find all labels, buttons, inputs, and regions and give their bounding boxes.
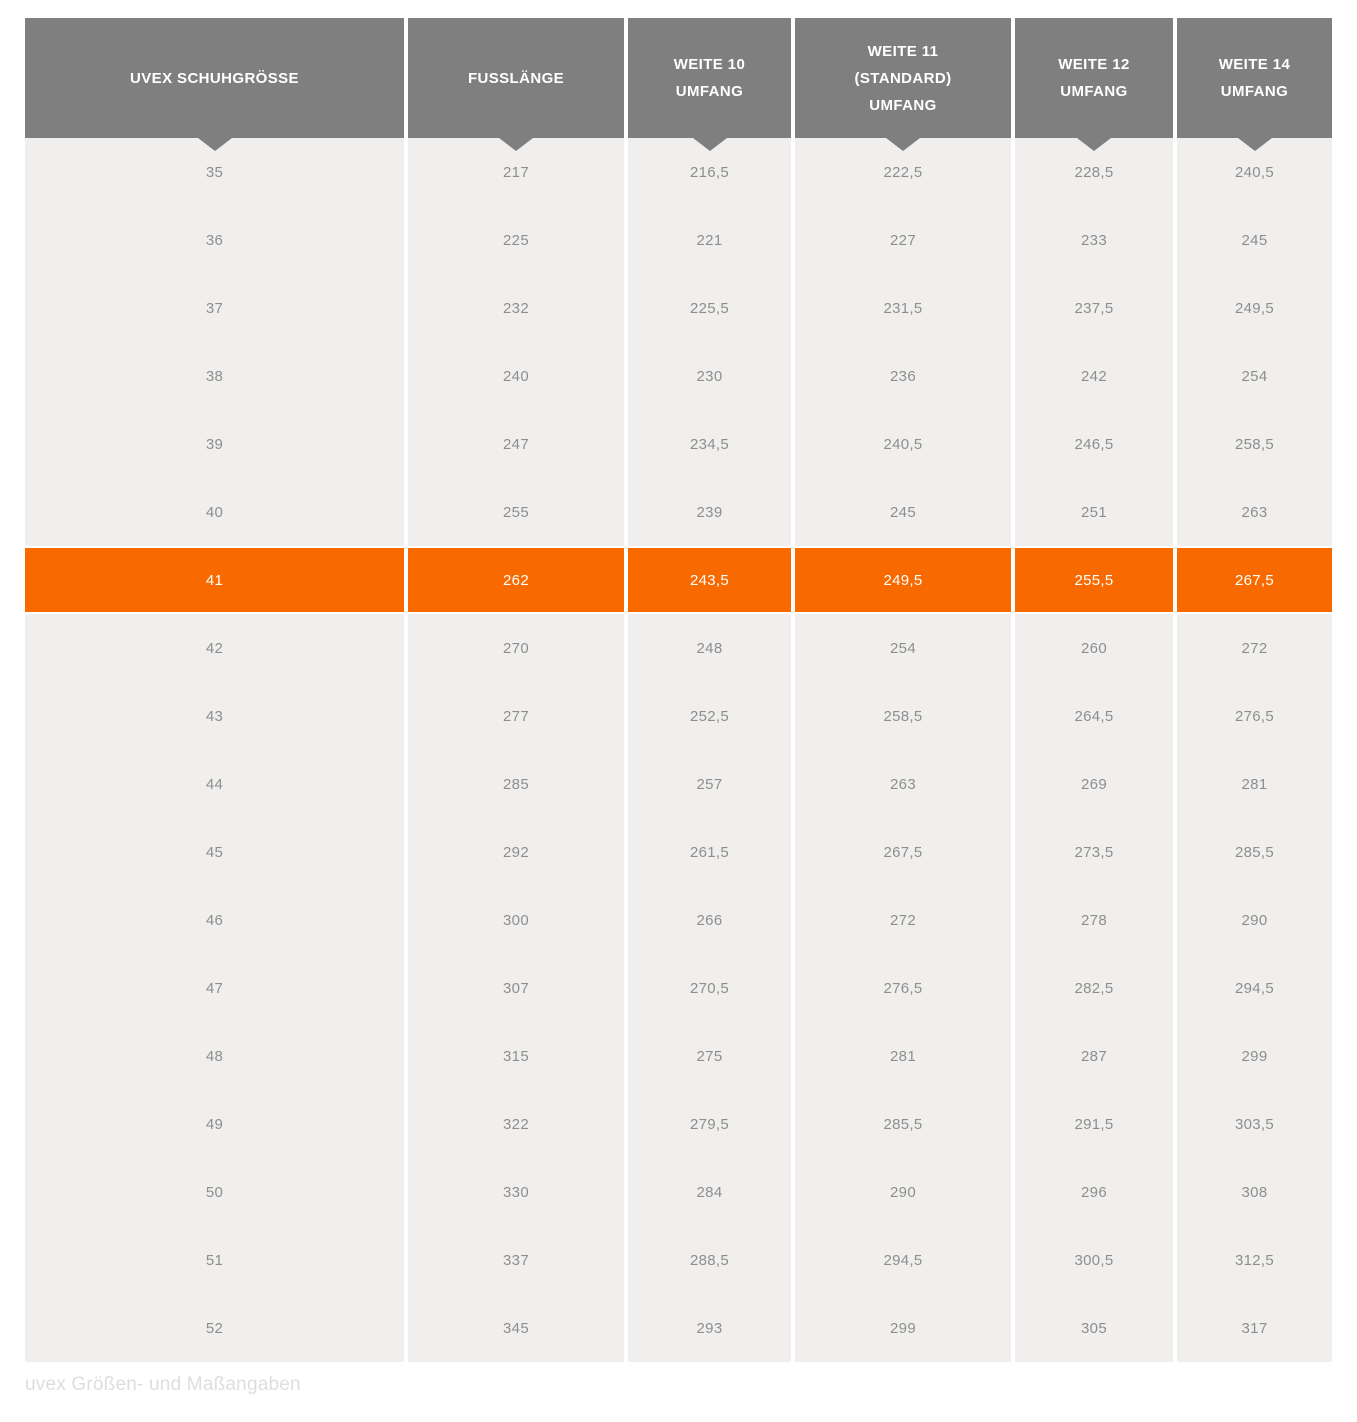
value-cell: 267,5 bbox=[1177, 546, 1332, 614]
value-cell: 255 bbox=[408, 478, 624, 546]
table-row[interactable] bbox=[25, 1226, 1332, 1294]
header-label-line: (STANDARD) bbox=[854, 69, 952, 87]
value-cell: 273,5 bbox=[1015, 818, 1173, 886]
value-cell: 246,5 bbox=[1015, 410, 1173, 478]
table-caption: uvex Größen- und Maßangaben bbox=[25, 1374, 301, 1395]
value-cell: 249,5 bbox=[795, 546, 1011, 614]
value-cell: 239 bbox=[628, 478, 791, 546]
value-cell: 233 bbox=[1015, 206, 1173, 274]
value-cell: 260 bbox=[1015, 614, 1173, 682]
table-row[interactable] bbox=[25, 614, 1332, 682]
value-cell: 247 bbox=[408, 410, 624, 478]
value-cell: 315 bbox=[408, 1022, 624, 1090]
value-cell: 291,5 bbox=[1015, 1090, 1173, 1158]
value-cell: 337 bbox=[408, 1226, 624, 1294]
value-cell: 237,5 bbox=[1015, 274, 1173, 342]
value-cell: 277 bbox=[408, 682, 624, 750]
value-cell: 279,5 bbox=[628, 1090, 791, 1158]
header-pointer-down-icon bbox=[693, 138, 727, 151]
value-cell: 257 bbox=[628, 750, 791, 818]
value-cell: 217 bbox=[408, 138, 624, 206]
value-cell: 221 bbox=[628, 206, 791, 274]
size-cell: 37 bbox=[25, 274, 404, 342]
value-cell: 281 bbox=[795, 1022, 1011, 1090]
value-cell: 278 bbox=[1015, 886, 1173, 954]
table-row-selected[interactable] bbox=[25, 546, 1332, 614]
header-label-line: UMFANG bbox=[675, 83, 744, 100]
value-cell: 258,5 bbox=[795, 682, 1011, 750]
size-cell: 45 bbox=[25, 818, 404, 886]
table-row[interactable] bbox=[25, 274, 1332, 342]
size-cell: 49 bbox=[25, 1090, 404, 1158]
value-cell: 275 bbox=[628, 1022, 791, 1090]
value-cell: 287 bbox=[1015, 1022, 1173, 1090]
table-header-cell-schuhgroesse bbox=[25, 18, 404, 138]
value-cell: 216,5 bbox=[628, 138, 791, 206]
table-row[interactable] bbox=[25, 1158, 1332, 1226]
value-cell: 284 bbox=[628, 1158, 791, 1226]
value-cell: 285,5 bbox=[1177, 818, 1332, 886]
table-row[interactable] bbox=[25, 410, 1332, 478]
table-header-cell-weite-11 bbox=[795, 18, 1011, 138]
value-cell: 242 bbox=[1015, 342, 1173, 410]
value-cell: 225,5 bbox=[628, 274, 791, 342]
value-cell: 243,5 bbox=[628, 546, 791, 614]
size-cell: 52 bbox=[25, 1294, 404, 1362]
value-cell: 270 bbox=[408, 614, 624, 682]
size-cell: 50 bbox=[25, 1158, 404, 1226]
size-chart-table bbox=[25, 18, 1332, 1362]
value-cell: 255,5 bbox=[1015, 546, 1173, 614]
table-header-row bbox=[25, 18, 1332, 138]
size-cell: 35 bbox=[25, 138, 404, 206]
value-cell: 258,5 bbox=[1177, 410, 1332, 478]
value-cell: 245 bbox=[1177, 206, 1332, 274]
header-label-line: WEITE 12 bbox=[1058, 56, 1130, 73]
value-cell: 276,5 bbox=[1177, 682, 1332, 750]
header-label-line: UMFANG bbox=[1060, 83, 1128, 100]
value-cell: 272 bbox=[1177, 614, 1332, 682]
value-cell: 290 bbox=[795, 1158, 1011, 1226]
value-cell: 300,5 bbox=[1015, 1226, 1173, 1294]
header-label-line: UVEX SCHUHGRÖSSE bbox=[130, 69, 299, 87]
value-cell: 263 bbox=[795, 750, 1011, 818]
value-cell: 254 bbox=[1177, 342, 1332, 410]
table-header-cell-weite-10 bbox=[628, 18, 791, 138]
value-cell: 292 bbox=[408, 818, 624, 886]
value-cell: 240 bbox=[408, 342, 624, 410]
table-row[interactable] bbox=[25, 478, 1332, 546]
value-cell: 300 bbox=[408, 886, 624, 954]
value-cell: 299 bbox=[795, 1294, 1011, 1362]
value-cell: 288,5 bbox=[628, 1226, 791, 1294]
header-pointer-down-icon bbox=[198, 138, 232, 151]
value-cell: 236 bbox=[795, 342, 1011, 410]
value-cell: 263 bbox=[1177, 478, 1332, 546]
size-cell: 44 bbox=[25, 750, 404, 818]
value-cell: 312,5 bbox=[1177, 1226, 1332, 1294]
size-cell: 42 bbox=[25, 614, 404, 682]
value-cell: 308 bbox=[1177, 1158, 1332, 1226]
header-pointer-down-icon bbox=[499, 138, 533, 151]
size-cell: 51 bbox=[25, 1226, 404, 1294]
header-label-line: UMFANG bbox=[869, 96, 937, 114]
size-cell: 38 bbox=[25, 342, 404, 410]
value-cell: 281 bbox=[1177, 750, 1332, 818]
value-cell: 262 bbox=[408, 546, 624, 614]
value-cell: 240,5 bbox=[795, 410, 1011, 478]
table-row[interactable] bbox=[25, 1090, 1332, 1158]
value-cell: 317 bbox=[1177, 1294, 1332, 1362]
value-cell: 230 bbox=[628, 342, 791, 410]
value-cell: 285 bbox=[408, 750, 624, 818]
value-cell: 249,5 bbox=[1177, 274, 1332, 342]
table-header-cell-weite-14 bbox=[1177, 18, 1332, 138]
value-cell: 252,5 bbox=[628, 682, 791, 750]
value-cell: 245 bbox=[795, 478, 1011, 546]
table-header-cell-weite-12 bbox=[1015, 18, 1173, 138]
value-cell: 299 bbox=[1177, 1022, 1332, 1090]
value-cell: 294,5 bbox=[1177, 954, 1332, 1022]
value-cell: 222,5 bbox=[795, 138, 1011, 206]
value-cell: 290 bbox=[1177, 886, 1332, 954]
table-row[interactable] bbox=[25, 750, 1332, 818]
table-header-cell-fusslaenge bbox=[408, 18, 624, 138]
size-cell: 36 bbox=[25, 206, 404, 274]
table-row[interactable] bbox=[25, 1022, 1332, 1090]
value-cell: 240,5 bbox=[1177, 138, 1332, 206]
table-body bbox=[25, 138, 1332, 1362]
table-row[interactable] bbox=[25, 206, 1332, 274]
value-cell: 305 bbox=[1015, 1294, 1173, 1362]
table-row[interactable] bbox=[25, 818, 1332, 886]
table-row[interactable] bbox=[25, 954, 1332, 1022]
value-cell: 285,5 bbox=[795, 1090, 1011, 1158]
header-label-line: WEITE 11 bbox=[867, 42, 939, 60]
size-cell: 48 bbox=[25, 1022, 404, 1090]
value-cell: 254 bbox=[795, 614, 1011, 682]
value-cell: 264,5 bbox=[1015, 682, 1173, 750]
value-cell: 307 bbox=[408, 954, 624, 1022]
value-cell: 228,5 bbox=[1015, 138, 1173, 206]
table-row[interactable] bbox=[25, 682, 1332, 750]
value-cell: 225 bbox=[408, 206, 624, 274]
size-cell: 46 bbox=[25, 886, 404, 954]
value-cell: 330 bbox=[408, 1158, 624, 1226]
header-pointer-down-icon bbox=[1077, 138, 1111, 151]
value-cell: 227 bbox=[795, 206, 1011, 274]
value-cell: 234,5 bbox=[628, 410, 791, 478]
value-cell: 269 bbox=[1015, 750, 1173, 818]
size-cell: 47 bbox=[25, 954, 404, 1022]
value-cell: 294,5 bbox=[795, 1226, 1011, 1294]
value-cell: 232 bbox=[408, 274, 624, 342]
table-row[interactable] bbox=[25, 1294, 1332, 1362]
value-cell: 272 bbox=[795, 886, 1011, 954]
value-cell: 266 bbox=[628, 886, 791, 954]
header-label-line: FUSSLÄNGE bbox=[467, 69, 565, 87]
size-cell: 40 bbox=[25, 478, 404, 546]
header-label-line: WEITE 10 bbox=[673, 56, 746, 73]
header-pointer-down-icon bbox=[886, 138, 920, 151]
header-label-line: WEITE 14 bbox=[1218, 56, 1291, 73]
value-cell: 293 bbox=[628, 1294, 791, 1362]
size-cell: 43 bbox=[25, 682, 404, 750]
value-cell: 251 bbox=[1015, 478, 1173, 546]
table-row[interactable] bbox=[25, 342, 1332, 410]
value-cell: 276,5 bbox=[795, 954, 1011, 1022]
size-cell: 39 bbox=[25, 410, 404, 478]
size-cell: 41 bbox=[25, 546, 404, 614]
value-cell: 248 bbox=[628, 614, 791, 682]
header-label-line: UMFANG bbox=[1220, 83, 1289, 100]
value-cell: 303,5 bbox=[1177, 1090, 1332, 1158]
value-cell: 322 bbox=[408, 1090, 624, 1158]
header-pointer-down-icon bbox=[1238, 138, 1272, 151]
value-cell: 345 bbox=[408, 1294, 624, 1362]
value-cell: 231,5 bbox=[795, 274, 1011, 342]
value-cell: 282,5 bbox=[1015, 954, 1173, 1022]
value-cell: 296 bbox=[1015, 1158, 1173, 1226]
value-cell: 267,5 bbox=[795, 818, 1011, 886]
value-cell: 261,5 bbox=[628, 818, 791, 886]
table-row[interactable] bbox=[25, 886, 1332, 954]
value-cell: 270,5 bbox=[628, 954, 791, 1022]
